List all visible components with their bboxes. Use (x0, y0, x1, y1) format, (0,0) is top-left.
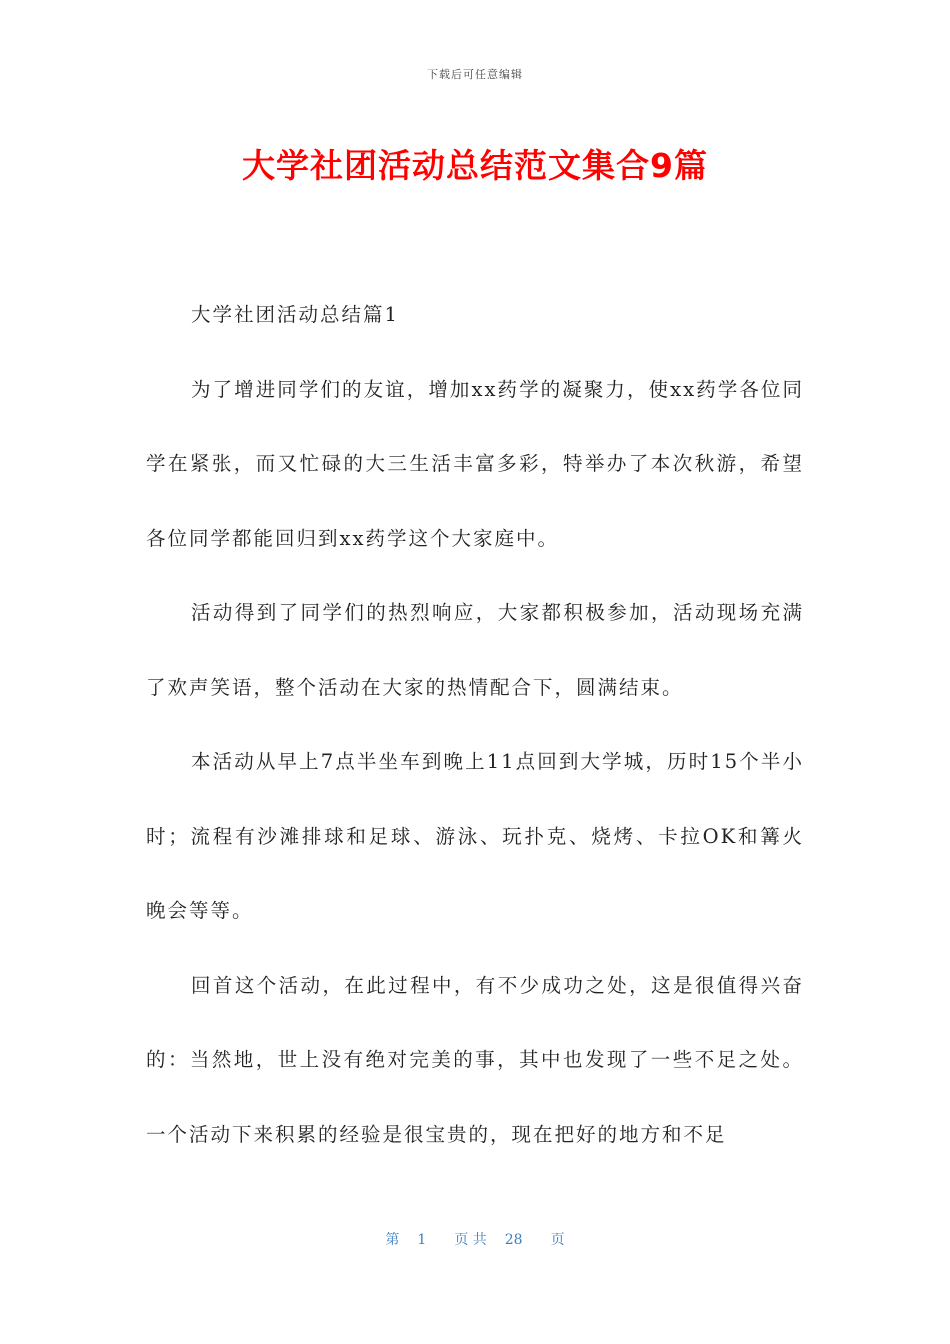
paragraph: 回首这个活动，在此过程中，有不少成功之处，这是很值得兴奋的：当然地，世上没有绝对完美的事，其中也发现了一些不足之处。一个活动下来积累的经验是很宝贵的，现在把好的地方和不足 (146, 973, 804, 1146)
page-footer (0, 1229, 950, 1249)
header-note: 下载后可任意编辑 (427, 68, 523, 81)
paragraph: 活动得到了同学们的热烈响应，大家都积极参加，活动现场充满了欢声笑语，整个活动在大家的热情配合下，圆满结束。 (146, 601, 804, 699)
section-heading: 大学社团活动总结篇1 (191, 303, 399, 326)
footer-page-middle: 页 共 (454, 1232, 487, 1248)
footer-current-page: 1 (417, 1232, 427, 1248)
footer-page-suffix: 页 (550, 1232, 565, 1248)
footer-page-prefix: 第 (385, 1232, 400, 1248)
document-body (146, 278, 804, 1172)
paragraph: 本活动从早上7点半坐车到晚上11点回到大学城，历时15个半小时；流程有沙滩排球和足球、游泳、玩扑克、烧烤、卡拉OK和篝火晚会等等。 (146, 750, 804, 922)
paragraph: 为了增进同学们的友谊，增加xx药学的凝聚力，使xx药学各位同学在紧张，而又忙碌的大三生活丰富多彩，特举办了本次秋游，希望各位同学都能回归到xx药学这个大家庭中。 (146, 377, 804, 550)
document-title: 大学社团活动总结范文集合9篇 (242, 146, 708, 185)
footer-total-pages: 28 (504, 1232, 523, 1248)
